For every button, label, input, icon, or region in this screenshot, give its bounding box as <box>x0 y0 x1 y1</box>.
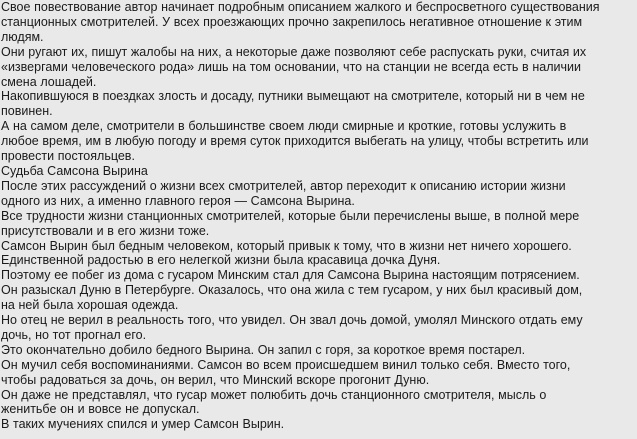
paragraph-anger: Накопившуюся в поездках злость и досаду, путники вымещают на смотрителе, который ни в чем не повинен. <box>1 89 585 119</box>
paragraph-petersburg: Он разыскал Дуню в Петербурге. Оказалось, что она жила с тем гусаром, у них был красивый дом, на ней была хорошая одежда. <box>1 283 583 313</box>
paragraph-escape: Поэтому ее побег из дома с гусаром Минским стал для Самсона Вырина настоящим потрясением. <box>1 268 580 283</box>
paragraph-hardships: Все трудности жизни станционных смотрителей, которые были перечислены выше, в полной мере присутствовали и в его жизни тоже. <box>1 208 580 238</box>
paragraph-disbelief: Но отец не верил в реальность того, что увидел. Он звал дочь домой, умолял Минского отдать ему дочь, но тот прогнал его. <box>1 313 583 342</box>
paragraph-poor-man: Самсон Вырин был бедным человеком, который привык к тому, что в жизни нет ничего хорошего. Единственной радостью в его нелегкой жизни была красавица дочка Дуня. <box>1 238 572 268</box>
paragraph-transition: После этих рассуждений о жизни всех смотрителей, автор переходит к описанию истории жизни одного из них, а именно главного героя — Самсона Вырина. <box>1 178 566 208</box>
paragraph-ending: В таких мучениях спился и умер Самсон Вырин. <box>1 417 285 432</box>
paragraph-marriage: Он даже не представлял, что гусар может полюбить дочь станционного смотрителя, мысль о женитьбе он и вовсе не допускал. <box>1 387 547 417</box>
section-heading: Судьба Самсона Вырина <box>1 163 148 178</box>
paragraph-intro: Свое повествование автор начинает подробным описанием жалкого и беспросветного существования станционных смотрителей. У всех проезжающих прочно закрепилось негативное отношение к этим людям. <box>1 0 600 44</box>
paragraph-decline: Это окончательно добило бедного Вырина. Он запил с горя, за короткое время постарел. <box>1 342 526 357</box>
paragraph-complaints: Они ругают их, пишут жалобы на них, а некоторые даже позволяют себе распускать руки, считая их «извергами человеческого рода» лишь на том основании, что на станции не всегда есть в наличии смена лошадей. <box>1 44 587 89</box>
paragraph-keepers-meek: А на самом деле, смотрители в большинстве своем люди смирные и кроткие, готовы услужить в любое время, им в любую погоду и время суток приходится выбегать на улицу, чтобы встретить или провести постояльцев. <box>1 119 589 164</box>
paragraph-memories: Он мучил себя воспоминаниями. Самсон во всем происшедшем винил только себя. Вместо того, чтобы радоваться за дочь, он верил, что Минский вскоре прогонит Дуню. <box>1 357 571 387</box>
